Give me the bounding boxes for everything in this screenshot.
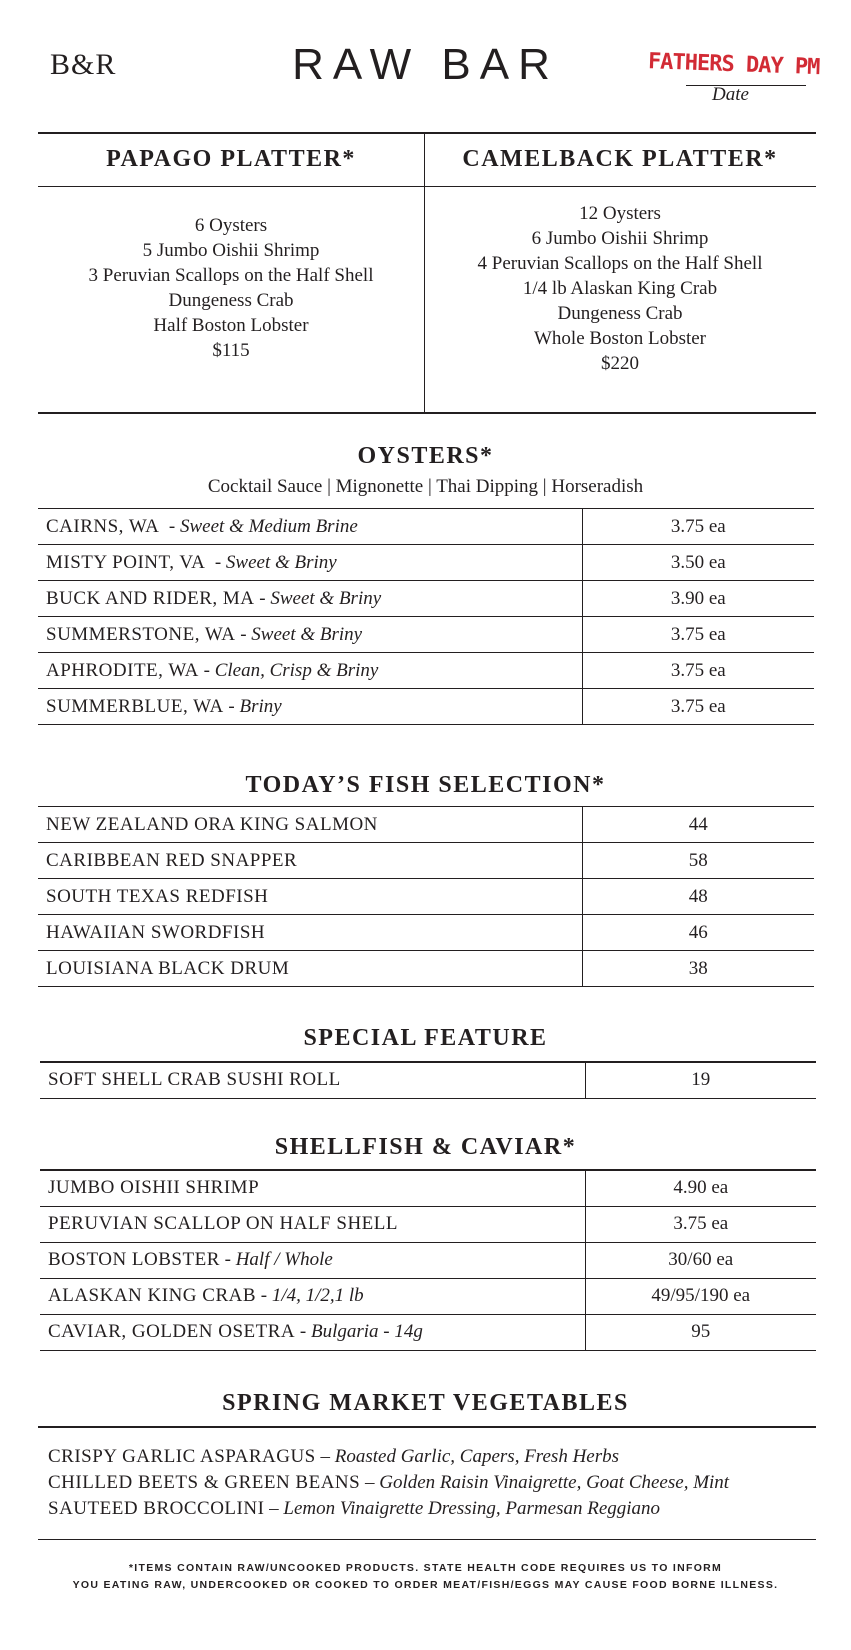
item-description: Sweet & Medium Brine xyxy=(179,515,358,537)
item-description: Sweet & Briny xyxy=(270,587,382,609)
platter-item: 4 Peruvian Scallops on the Half Shell xyxy=(477,253,763,274)
date-stamp: FATHERS DAY PM xyxy=(647,49,820,81)
item-description: Roasted Garlic, Capers, Fresh Herbs xyxy=(334,1446,620,1467)
item-price: 19 xyxy=(585,1062,816,1098)
item-separator: - xyxy=(223,695,240,717)
papago-platter-items xyxy=(38,213,424,363)
item-name: SUMMERSTONE, WA xyxy=(46,623,236,645)
fish-table xyxy=(38,806,814,987)
table-row xyxy=(40,1062,816,1098)
oysters-sauces: Cocktail Sauce | Mignonette | Thai Dipping | Horseradish xyxy=(207,476,644,497)
item-name: SOUTH TEXAS REDFISH xyxy=(46,885,269,907)
item-description: Lemon Vinaigrette Dressing, Parmesan Reggiano xyxy=(283,1498,661,1519)
special-table xyxy=(40,1061,816,1099)
table-row xyxy=(40,1170,816,1206)
item-price: 3.75 ea xyxy=(585,1206,816,1242)
restaurant-logo: B&R xyxy=(50,48,117,81)
menu-item xyxy=(38,545,582,581)
platter-price: $115 xyxy=(212,340,250,361)
platter-item: 12 Oysters xyxy=(579,203,661,224)
item-separator: – xyxy=(264,1498,284,1519)
item-price: 46 xyxy=(582,915,814,951)
item-name: BUCK AND RIDER, MA xyxy=(46,587,255,609)
item-price: 48 xyxy=(582,879,814,915)
menu-item xyxy=(38,843,582,879)
shellfish-title: SHELLFISH & CAVIAR* xyxy=(274,1134,577,1160)
platter-item: 5 Jumbo Oishii Shrimp xyxy=(142,240,320,261)
item-name: SUMMERBLUE, WA xyxy=(46,695,224,717)
item-separator: - xyxy=(205,551,226,573)
table-row xyxy=(40,1206,816,1242)
item-price: 3.75 ea xyxy=(582,617,814,653)
item-price: 4.90 ea xyxy=(585,1170,816,1206)
menu-item xyxy=(40,1206,585,1242)
item-name: APHRODITE, WA xyxy=(46,659,199,681)
papago-platter-title: PAPAGO PLATTER* xyxy=(106,146,356,172)
menu-item xyxy=(38,653,582,689)
item-separator: – xyxy=(315,1446,335,1467)
table-row xyxy=(40,1278,816,1314)
item-name: CHILLED BEETS & GREEN BEANS xyxy=(48,1472,361,1493)
oysters-title: OYSTERS* xyxy=(357,443,494,469)
table-row xyxy=(38,843,814,879)
menu-item xyxy=(40,1242,585,1278)
item-price: 49/95/190 ea xyxy=(585,1278,816,1314)
disclaimer-line: YOU EATING RAW, UNDERCOOKED OR COOKED TO ORDER MEAT/FISH/EGGS MAY CAUSE FOOD BORNE ILLNESS. xyxy=(72,1579,779,1591)
item-name: SAUTEED BROCCOLINI xyxy=(48,1498,265,1519)
table-row xyxy=(38,617,814,653)
menu-item xyxy=(38,689,582,725)
item-name: PERUVIAN SCALLOP ON HALF SHELL xyxy=(48,1213,398,1234)
item-name: CAVIAR, GOLDEN OSETRA xyxy=(48,1321,296,1342)
table-row xyxy=(40,1242,816,1278)
platter-item: 6 Oysters xyxy=(194,215,268,236)
table-row xyxy=(38,689,814,725)
item-separator: - xyxy=(256,1285,272,1306)
menu-item xyxy=(38,951,582,987)
camelback-platter-title: CAMELBACK PLATTER* xyxy=(462,146,778,172)
platters-box xyxy=(38,132,816,414)
item-description: Golden Raisin Vinaigrette, Goat Cheese, Mint xyxy=(379,1472,730,1493)
item-name: MISTY POINT, VA xyxy=(46,551,206,573)
list-item xyxy=(48,1444,816,1470)
item-price: 30/60 ea xyxy=(585,1242,816,1278)
item-price: 3.75 ea xyxy=(582,689,814,725)
health-disclaimer xyxy=(0,1560,851,1594)
table-row xyxy=(38,951,814,987)
item-description: Bulgaria - 14g xyxy=(310,1321,423,1342)
item-separator: - xyxy=(159,515,180,537)
menu-item xyxy=(38,807,582,843)
platter-item: Dungeness Crab xyxy=(557,303,683,324)
table-row xyxy=(38,509,814,545)
item-name: LOUISIANA BLACK DRUM xyxy=(46,957,290,979)
item-name: CAIRNS, WA xyxy=(46,515,160,537)
table-row xyxy=(38,879,814,915)
item-name: HAWAIIAN SWORDFISH xyxy=(46,921,266,943)
platter-item: Whole Boston Lobster xyxy=(533,328,707,349)
special-title: SPECIAL FEATURE xyxy=(303,1025,548,1051)
item-price: 3.90 ea xyxy=(582,581,814,617)
menu-item xyxy=(38,915,582,951)
vegetables-list xyxy=(38,1426,816,1540)
item-name: JUMBO OISHII SHRIMP xyxy=(48,1177,260,1199)
platter-item: 1/4 lb Alaskan King Crab xyxy=(522,278,718,299)
shellfish-table xyxy=(40,1169,816,1351)
platter-item: Dungeness Crab xyxy=(168,290,294,311)
table-row xyxy=(38,581,814,617)
menu-item xyxy=(38,581,582,617)
item-price: 95 xyxy=(585,1314,816,1350)
item-price: 38 xyxy=(582,951,814,987)
date-label: Date xyxy=(712,84,749,105)
menu-item xyxy=(38,879,582,915)
item-description: 1/4, 1/2,1 lb xyxy=(271,1285,364,1306)
item-price: 3.50 ea xyxy=(582,545,814,581)
item-description: Clean, Crisp & Briny xyxy=(214,659,379,681)
table-row xyxy=(38,545,814,581)
item-name: BOSTON LOBSTER xyxy=(48,1249,220,1270)
platter-item: Half Boston Lobster xyxy=(153,315,309,336)
item-separator: - xyxy=(295,1321,311,1342)
item-name: NEW ZEALAND ORA KING SALMON xyxy=(46,813,378,835)
list-item xyxy=(48,1470,816,1496)
table-row xyxy=(38,807,814,843)
item-name: CARIBBEAN RED SNAPPER xyxy=(46,849,298,871)
platter-item: 6 Jumbo Oishii Shrimp xyxy=(531,228,709,249)
item-description: Sweet & Briny xyxy=(225,551,337,573)
item-description: Sweet & Briny xyxy=(251,623,363,645)
menu-item xyxy=(40,1170,585,1206)
table-row xyxy=(40,1314,816,1350)
item-price: 44 xyxy=(582,807,814,843)
item-name: ALASKAN KING CRAB xyxy=(48,1285,257,1306)
page-title: RAW BAR xyxy=(292,40,559,89)
item-description: Half / Whole xyxy=(235,1249,333,1270)
table-row xyxy=(38,653,814,689)
fish-title: TODAY’S FISH SELECTION* xyxy=(245,772,606,798)
item-separator: - xyxy=(235,623,252,645)
item-name: SOFT SHELL CRAB SUSHI ROLL xyxy=(48,1069,341,1091)
vegetables-title: SPRING MARKET VEGETABLES xyxy=(222,1390,629,1416)
platter-header-divider xyxy=(38,186,816,187)
item-price: 3.75 ea xyxy=(582,509,814,545)
item-separator: – xyxy=(360,1472,380,1493)
list-item xyxy=(48,1496,816,1522)
platter-price: $220 xyxy=(601,353,639,374)
item-separator: - xyxy=(219,1249,236,1270)
item-price: 58 xyxy=(582,843,814,879)
menu-item xyxy=(40,1314,585,1350)
item-description: Briny xyxy=(239,695,282,717)
camelback-platter-items xyxy=(424,201,816,376)
platter-item: 3 Peruvian Scallops on the Half Shell xyxy=(88,265,374,286)
table-row xyxy=(38,915,814,951)
menu-item xyxy=(38,617,582,653)
oysters-table xyxy=(38,508,814,725)
item-name: CRISPY GARLIC ASPARAGUS xyxy=(48,1446,316,1467)
menu-item xyxy=(40,1062,585,1098)
menu-item xyxy=(38,509,582,545)
item-separator: - xyxy=(198,659,215,681)
item-separator: - xyxy=(254,587,271,609)
menu-item xyxy=(40,1278,585,1314)
disclaimer-line: *ITEMS CONTAIN RAW/UNCOOKED PRODUCTS. STATE HEALTH CODE REQUIRES US TO INFORM xyxy=(128,1562,723,1574)
item-price: 3.75 ea xyxy=(582,653,814,689)
